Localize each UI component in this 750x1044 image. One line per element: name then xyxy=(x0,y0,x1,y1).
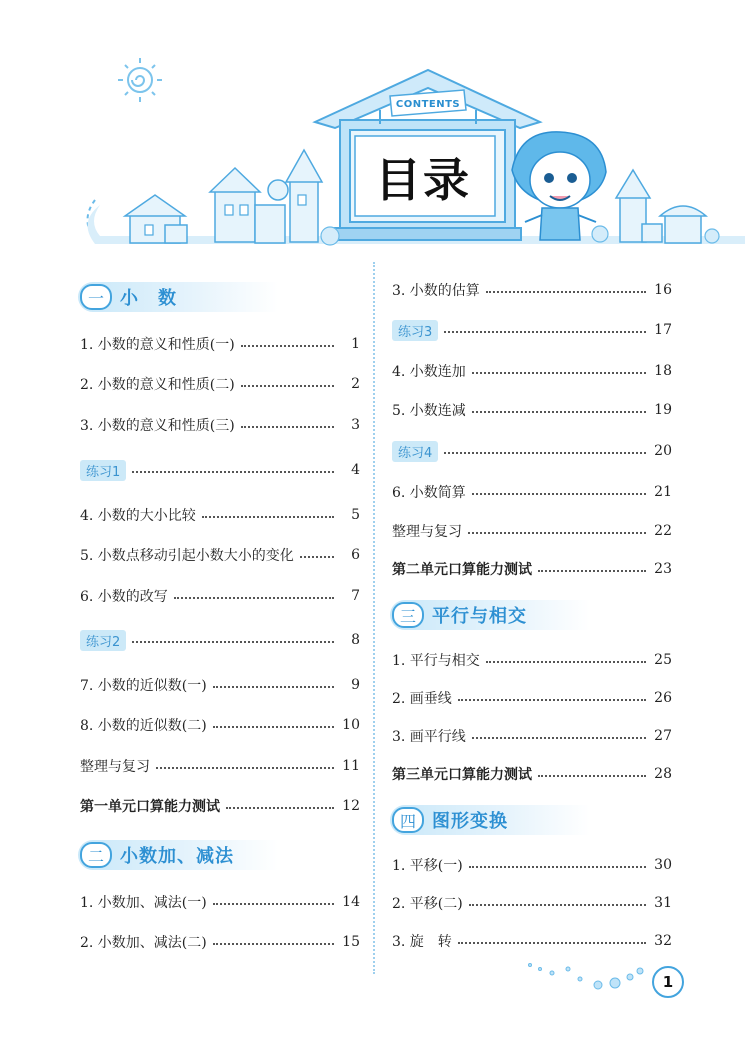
toc-entry[interactable] xyxy=(80,333,360,355)
toc-entry-practice[interactable] xyxy=(80,459,360,481)
leader-dots xyxy=(486,291,646,293)
toc-entry-test[interactable] xyxy=(392,763,672,785)
column-divider xyxy=(373,262,375,974)
entry-label: 2. 小数加、减法(二) xyxy=(80,935,207,951)
entry-label: 第一单元口算能力测试 xyxy=(80,799,220,815)
toc-entry[interactable] xyxy=(80,891,360,913)
sun-icon xyxy=(118,58,162,102)
section-header-2[interactable] xyxy=(78,840,278,870)
leader-dots xyxy=(468,532,646,534)
entry-label: 5. 小数点移动引起小数大小的变化 xyxy=(80,548,294,564)
entry-label: 整理与复习 xyxy=(80,759,150,775)
leader-dots xyxy=(132,471,334,473)
toc-entry[interactable] xyxy=(80,714,360,736)
entry-page: 7 xyxy=(351,588,360,604)
entry-label: 1. 平行与相交 xyxy=(392,653,480,669)
header-illustration xyxy=(0,0,750,260)
page-title: 目录 xyxy=(375,153,471,207)
leader-dots xyxy=(469,904,646,906)
leader-dots xyxy=(486,661,646,663)
entry-label: 4. 小数的大小比较 xyxy=(80,508,196,524)
toc-entry[interactable] xyxy=(80,544,360,566)
entry-page: 19 xyxy=(654,402,672,418)
section-header-3[interactable] xyxy=(390,600,590,630)
leader-dots xyxy=(472,411,646,413)
toc-entry[interactable] xyxy=(392,930,672,952)
entry-page: 6 xyxy=(351,547,360,563)
leader-dots xyxy=(472,372,646,374)
section-number: 二 xyxy=(80,842,112,868)
leader-dots xyxy=(213,943,334,945)
practice-tag: 练习2 xyxy=(80,630,126,651)
section-number: 一 xyxy=(80,284,112,310)
entry-page: 17 xyxy=(654,322,672,338)
girl-mascot-icon xyxy=(512,132,606,240)
entry-page: 21 xyxy=(654,484,672,500)
entry-label: 5. 小数连减 xyxy=(392,403,466,419)
entry-label: 2. 画垂线 xyxy=(392,691,452,707)
toc-entry-practice[interactable] xyxy=(392,319,672,341)
leader-dots xyxy=(300,556,334,558)
entry-page: 27 xyxy=(654,728,672,744)
practice-tag: 练习1 xyxy=(80,460,126,481)
section-number: 三 xyxy=(392,602,424,628)
section-title: 小数加、减法 xyxy=(120,846,234,867)
practice-tag: 练习4 xyxy=(392,441,438,462)
leader-dots xyxy=(444,331,646,333)
section-header-1[interactable] xyxy=(78,282,278,312)
entry-page: 23 xyxy=(654,561,672,577)
entry-page: 20 xyxy=(654,443,672,459)
toc-entry[interactable] xyxy=(392,892,672,914)
section-title: 平行与相交 xyxy=(432,606,527,627)
leader-dots xyxy=(226,807,334,809)
header-scene-drawing xyxy=(0,0,750,260)
entry-label: 8. 小数的近似数(二) xyxy=(80,718,207,734)
entry-page: 26 xyxy=(654,690,672,706)
entry-page: 15 xyxy=(342,934,360,950)
leader-dots xyxy=(472,493,646,495)
leader-dots xyxy=(241,385,334,387)
entry-label: 7. 小数的近似数(一) xyxy=(80,678,207,694)
toc-entry-practice[interactable] xyxy=(80,629,360,651)
entry-page: 12 xyxy=(342,798,360,814)
toc-entry[interactable] xyxy=(392,854,672,876)
entry-page: 5 xyxy=(351,507,360,523)
leader-dots xyxy=(241,345,334,347)
contents-label: CONTENTS xyxy=(395,98,461,110)
toc-entry[interactable] xyxy=(80,373,360,395)
leader-dots xyxy=(469,866,646,868)
entry-page: 3 xyxy=(351,417,360,433)
entry-label: 3. 小数的估算 xyxy=(392,283,480,299)
leader-dots xyxy=(156,767,334,769)
entry-label: 6. 小数简算 xyxy=(392,485,466,501)
entry-label: 第二单元口算能力测试 xyxy=(392,562,532,578)
entry-page: 30 xyxy=(654,857,672,873)
entry-label: 3. 画平行线 xyxy=(392,729,466,745)
toc-entry[interactable] xyxy=(80,504,360,526)
toc-entry-test[interactable] xyxy=(80,795,360,817)
entry-page: 25 xyxy=(654,652,672,668)
leader-dots xyxy=(538,570,646,572)
toc-entry[interactable] xyxy=(392,687,672,709)
entry-label: 整理与复习 xyxy=(392,524,462,540)
practice-tag: 练习3 xyxy=(392,320,438,341)
entry-page: 11 xyxy=(342,758,360,774)
toc-entry[interactable] xyxy=(392,481,672,503)
footer-decoration-icon xyxy=(520,955,650,995)
entry-label: 1. 小数加、减法(一) xyxy=(80,895,207,911)
leader-dots xyxy=(174,597,334,599)
leader-dots xyxy=(213,726,334,728)
toc-entry[interactable] xyxy=(392,520,672,542)
entry-label: 1. 小数的意义和性质(一) xyxy=(80,337,235,353)
entry-page: 4 xyxy=(351,462,360,478)
entry-page: 2 xyxy=(351,376,360,392)
toc-entry[interactable] xyxy=(392,279,672,301)
page-number: 1 xyxy=(652,966,684,998)
leader-dots xyxy=(458,699,646,701)
section-title: 小 数 xyxy=(120,288,177,309)
toc-entry-test[interactable] xyxy=(392,558,672,580)
toc-entry[interactable] xyxy=(392,399,672,421)
entry-label: 6. 小数的改写 xyxy=(80,589,168,605)
section-number: 四 xyxy=(392,807,424,833)
toc-entry[interactable] xyxy=(80,755,360,777)
toc-entry[interactable] xyxy=(80,414,360,436)
toc-entry[interactable] xyxy=(80,585,360,607)
entry-page: 9 xyxy=(351,677,360,693)
toc-entry-practice[interactable] xyxy=(392,440,672,462)
entry-page: 1 xyxy=(351,336,360,352)
entry-page: 32 xyxy=(654,933,672,949)
leader-dots xyxy=(538,775,646,777)
toc-entry[interactable] xyxy=(392,649,672,671)
entry-label: 2. 小数的意义和性质(二) xyxy=(80,377,235,393)
entry-page: 8 xyxy=(351,632,360,648)
entry-label: 3. 旋 转 xyxy=(392,934,452,950)
left-village-icon xyxy=(125,150,322,243)
leader-dots xyxy=(132,641,334,643)
entry-page: 18 xyxy=(654,363,672,379)
entry-label: 第三单元口算能力测试 xyxy=(392,767,532,783)
entry-page: 10 xyxy=(342,717,360,733)
leader-dots xyxy=(472,737,646,739)
leader-dots xyxy=(241,426,334,428)
section-header-4[interactable] xyxy=(390,805,590,835)
leader-dots xyxy=(444,452,646,454)
toc-entry[interactable] xyxy=(392,360,672,382)
entry-page: 16 xyxy=(654,282,672,298)
toc-entry[interactable] xyxy=(392,725,672,747)
toc-entry[interactable] xyxy=(80,674,360,696)
leader-dots xyxy=(213,903,334,905)
toc-entry[interactable] xyxy=(80,931,360,953)
entry-page: 31 xyxy=(654,895,672,911)
leader-dots xyxy=(213,686,334,688)
right-village-icon xyxy=(616,170,706,243)
entry-label: 3. 小数的意义和性质(三) xyxy=(80,418,235,434)
leader-dots xyxy=(458,942,646,944)
entry-label: 4. 小数连加 xyxy=(392,364,466,380)
entry-page: 28 xyxy=(654,766,672,782)
leader-dots xyxy=(202,516,334,518)
entry-page: 14 xyxy=(342,894,360,910)
entry-label: 1. 平移(一) xyxy=(392,858,463,874)
entry-page: 22 xyxy=(654,523,672,539)
entry-label: 2. 平移(二) xyxy=(392,896,463,912)
section-title: 图形变换 xyxy=(432,811,508,832)
